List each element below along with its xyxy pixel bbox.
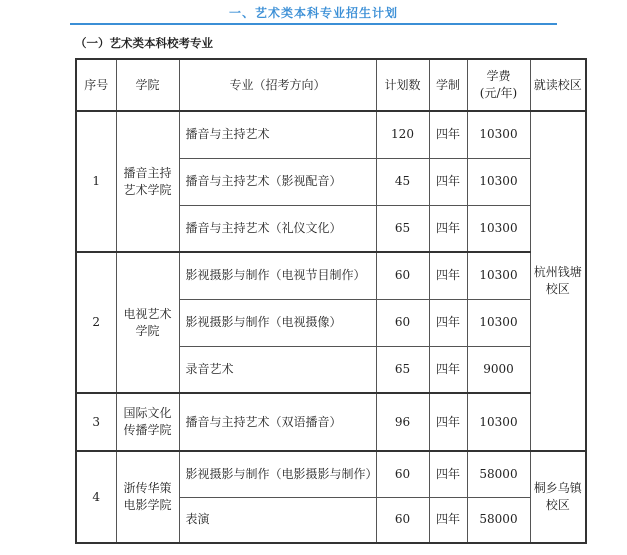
table-header-row: [76, 59, 586, 111]
cell-tuition: 10300: [467, 393, 530, 451]
cell-quota: 60: [376, 497, 429, 543]
cell-tuition: 10300: [467, 158, 530, 205]
cell-no: 4: [76, 451, 116, 543]
cell-quota: 45: [376, 158, 429, 205]
cell-duration: 四年: [429, 252, 467, 299]
cell-major: 播音与主持艺术（影视配音）: [179, 158, 376, 205]
cell-major: 录音艺术: [179, 346, 376, 393]
cell-major: 播音与主持艺术（礼仪文化）: [179, 205, 376, 252]
cell-major: 播音与主持艺术（双语播音）: [179, 393, 376, 451]
cell-duration: 四年: [429, 451, 467, 497]
header-major: 专业（招考方向）: [179, 59, 376, 111]
header-no: 序号: [76, 59, 116, 111]
cell-no: 3: [76, 393, 116, 451]
cell-tuition: 58000: [467, 451, 530, 497]
cell-major: 影视摄影与制作（电视摄像）: [179, 299, 376, 346]
cell-duration: 四年: [429, 497, 467, 543]
cell-campus: 杭州钱塘校区: [530, 111, 586, 451]
cell-quota: 60: [376, 451, 429, 497]
cell-quota: 96: [376, 393, 429, 451]
cell-tuition: 10300: [467, 299, 530, 346]
cell-no: 2: [76, 252, 116, 393]
table-row: [76, 451, 586, 497]
table-row: [76, 393, 586, 451]
cell-quota: 60: [376, 299, 429, 346]
cell-quota: 120: [376, 111, 429, 158]
cell-duration: 四年: [429, 393, 467, 451]
cell-tuition: 10300: [467, 205, 530, 252]
header-tuition-unit: (元/年): [479, 86, 518, 100]
cell-major: 影视摄影与制作（电影摄影与制作）: [179, 451, 376, 497]
cell-quota: 65: [376, 205, 429, 252]
section-title: （一）艺术类本科校考专业: [75, 36, 213, 50]
page-title: 一、艺术类本科专业招生计划: [228, 6, 398, 20]
cell-college: 播音主持艺术学院: [116, 111, 179, 252]
header-campus: 就读校区: [530, 59, 586, 111]
header-tuition: [467, 59, 530, 111]
header-college: 学院: [116, 59, 179, 111]
table-row: [76, 252, 586, 299]
header-tuition-label: 学费: [486, 69, 511, 83]
cell-duration: 四年: [429, 111, 467, 158]
cell-quota: 60: [376, 252, 429, 299]
title-underline: [70, 23, 557, 25]
cell-campus: 桐乡乌镇校区: [530, 451, 586, 543]
cell-college: 国际文化传播学院: [116, 393, 179, 451]
cell-duration: 四年: [429, 205, 467, 252]
table-row: [76, 111, 586, 158]
cell-major: 播音与主持艺术: [179, 111, 376, 158]
cell-college: 浙传华策电影学院: [116, 451, 179, 543]
cell-tuition: 58000: [467, 497, 530, 543]
cell-major: 表演: [179, 497, 376, 543]
cell-tuition: 9000: [467, 346, 530, 393]
cell-no: 1: [76, 111, 116, 252]
enrollment-plan-table: [75, 58, 587, 544]
cell-major: 影视摄影与制作（电视节目制作）: [179, 252, 376, 299]
cell-college: 电视艺术学院: [116, 252, 179, 393]
cell-duration: 四年: [429, 346, 467, 393]
cell-duration: 四年: [429, 299, 467, 346]
cell-quota: 65: [376, 346, 429, 393]
cell-tuition: 10300: [467, 111, 530, 158]
header-quota: 计划数: [376, 59, 429, 111]
cell-tuition: 10300: [467, 252, 530, 299]
header-duration: 学制: [429, 59, 467, 111]
cell-duration: 四年: [429, 158, 467, 205]
